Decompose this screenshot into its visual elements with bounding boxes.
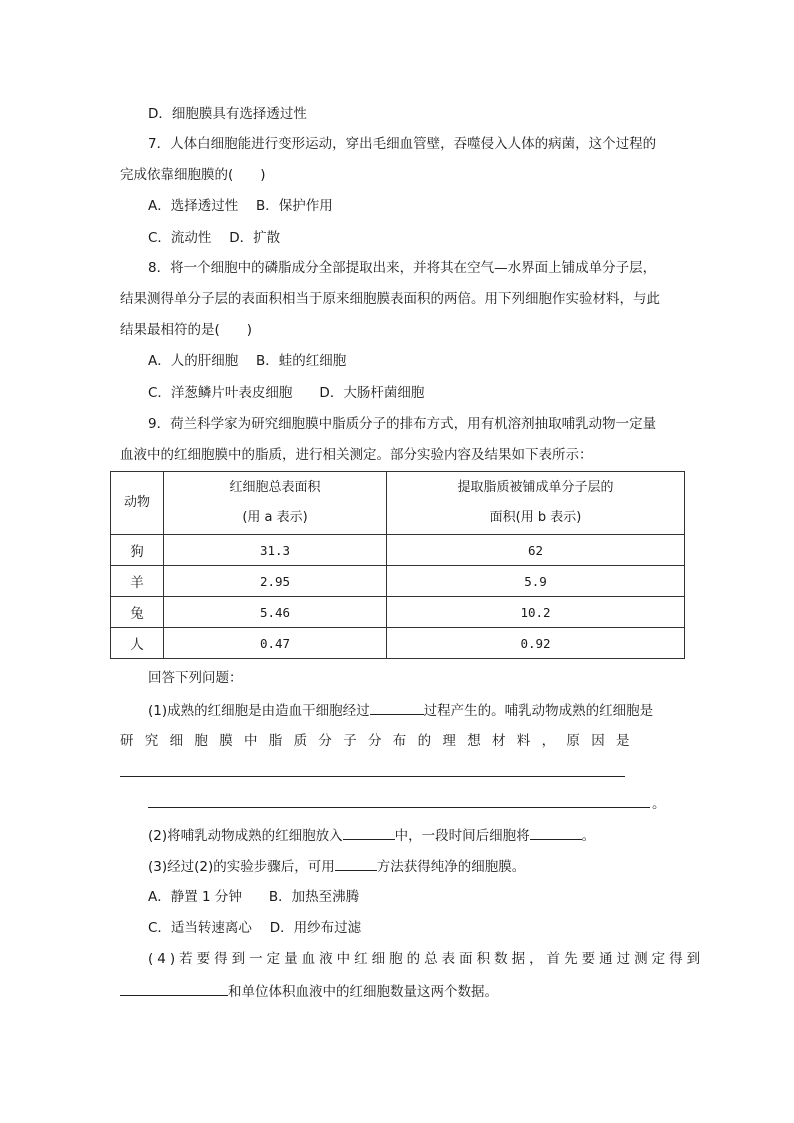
q8-stem-line2: 结果测得单分子层的表面积相当于原来细胞膜表面积的两倍。用下列细胞作实验材料，与此 — [120, 291, 660, 307]
sub4-line2 — [120, 981, 498, 1002]
q6-option-d: D．细胞膜具有选择透过性 — [148, 106, 307, 122]
answer-blank[interactable] — [120, 981, 228, 996]
sub3-line — [148, 856, 525, 877]
sub2-text-a: (2)将哺乳动物成熟的红细胞放入 — [148, 828, 343, 844]
a-value-cell: 2.95 — [164, 566, 387, 597]
animal-cell: 人 — [111, 628, 164, 659]
table-header-row — [111, 472, 685, 535]
answer-blank-line[interactable] — [148, 807, 650, 808]
answer-blank[interactable] — [335, 856, 377, 871]
q8-stem-line3: 结果最相符的是( ) — [120, 322, 253, 338]
sub4-text: 和单位体积血液中的红细胞数量这两个数据。 — [228, 984, 498, 1000]
sub3-text-a: (3)经过(2)的实验步骤后，可用 — [148, 859, 335, 875]
q7-options-cd: C．流动性 D．扩散 — [148, 230, 281, 246]
sub1-end-mark: 。 — [652, 796, 666, 812]
header-monolayer-line2: 面积(用 b 表示) — [489, 510, 582, 525]
a-value-cell: 31.3 — [164, 535, 387, 566]
q7-options-ab: A．选择透过性 B．保护作用 — [148, 198, 333, 214]
answer-blank-line[interactable] — [120, 776, 625, 777]
a-value-cell: 5.46 — [164, 597, 387, 628]
b-value-cell: 5.9 — [387, 566, 685, 597]
q7-stem-line2: 完成依靠细胞膜的( ) — [120, 167, 266, 183]
b-value-cell: 0.92 — [387, 628, 685, 659]
answer-intro: 回答下列问题： — [148, 670, 243, 686]
sub2-text-b: 中，一段时间后细胞将 — [394, 828, 530, 844]
sub3-options-cd: C．适当转速离心 D．用纱布过滤 — [148, 920, 362, 936]
animal-cell: 兔 — [111, 597, 164, 628]
animal-cell: 狗 — [111, 535, 164, 566]
sub1-text-a: (1)成熟的红细胞是由造血干细胞经过 — [148, 703, 370, 719]
sub2-line — [148, 825, 595, 846]
sub1-text-b: 过程产生的。哺乳动物成熟的红细胞是 — [423, 703, 654, 719]
q8-options-cd: C．洋葱鳞片叶表皮细胞 D．大肠杆菌细胞 — [148, 385, 425, 401]
b-value-cell: 62 — [387, 535, 685, 566]
q7-stem-line1: 7．人体白细胞能进行变形运动，穿出毛细血管壁，吞噬侵入人体的病菌，这个过程的 — [148, 136, 657, 152]
header-monolayer-line1: 提取脂质被铺成单分子层的 — [457, 480, 614, 495]
table-row — [111, 535, 685, 566]
animal-cell: 羊 — [111, 566, 164, 597]
q8-stem-line1: 8．将一个细胞中的磷脂成分全部提取出来，并将其在空气—水界面上铺成单分子层， — [148, 260, 657, 276]
header-total-surface-line2: (用 a 表示) — [242, 510, 308, 525]
q8-options-ab: A．人的肝细胞 B．蛙的红细胞 — [148, 353, 347, 369]
sub1-line2: 研究细胞膜中脂质分子分布的理想材料，原因是 — [120, 733, 641, 749]
sub4-line1: (4)若要得到一定量血液中红细胞的总表面积数据，首先要通过测定得到 — [148, 951, 705, 967]
q9-stem-line1: 9．荷兰科学家为研究细胞膜中脂质分子的排布方式，用有机溶剂抽取哺乳动物一定量 — [148, 416, 657, 432]
b-value-cell: 10.2 — [387, 597, 685, 628]
answer-blank[interactable] — [530, 825, 582, 840]
header-animal: 动物 — [111, 472, 164, 535]
table-row — [111, 628, 685, 659]
sub3-text-b: 方法获得纯净的细胞膜。 — [376, 859, 526, 875]
header-total-surface-line1: 红细胞总表面积 — [229, 480, 321, 495]
sub1-line1 — [148, 700, 653, 721]
sub3-options-ab: A．静置 1 分钟 B．加热至沸腾 — [148, 889, 360, 905]
table-row — [111, 566, 685, 597]
q9-stem-line2: 血液中的红细胞膜中的脂质，进行相关测定。部分实验内容及结果如下表所示： — [120, 447, 593, 463]
a-value-cell: 0.47 — [164, 628, 387, 659]
header-total-surface — [164, 472, 387, 535]
answer-blank[interactable] — [343, 825, 395, 840]
answer-blank[interactable] — [370, 700, 424, 715]
header-monolayer-area — [387, 472, 685, 535]
data-table — [110, 471, 685, 659]
sub2-text-c: 。 — [581, 828, 596, 844]
table-row — [111, 597, 685, 628]
